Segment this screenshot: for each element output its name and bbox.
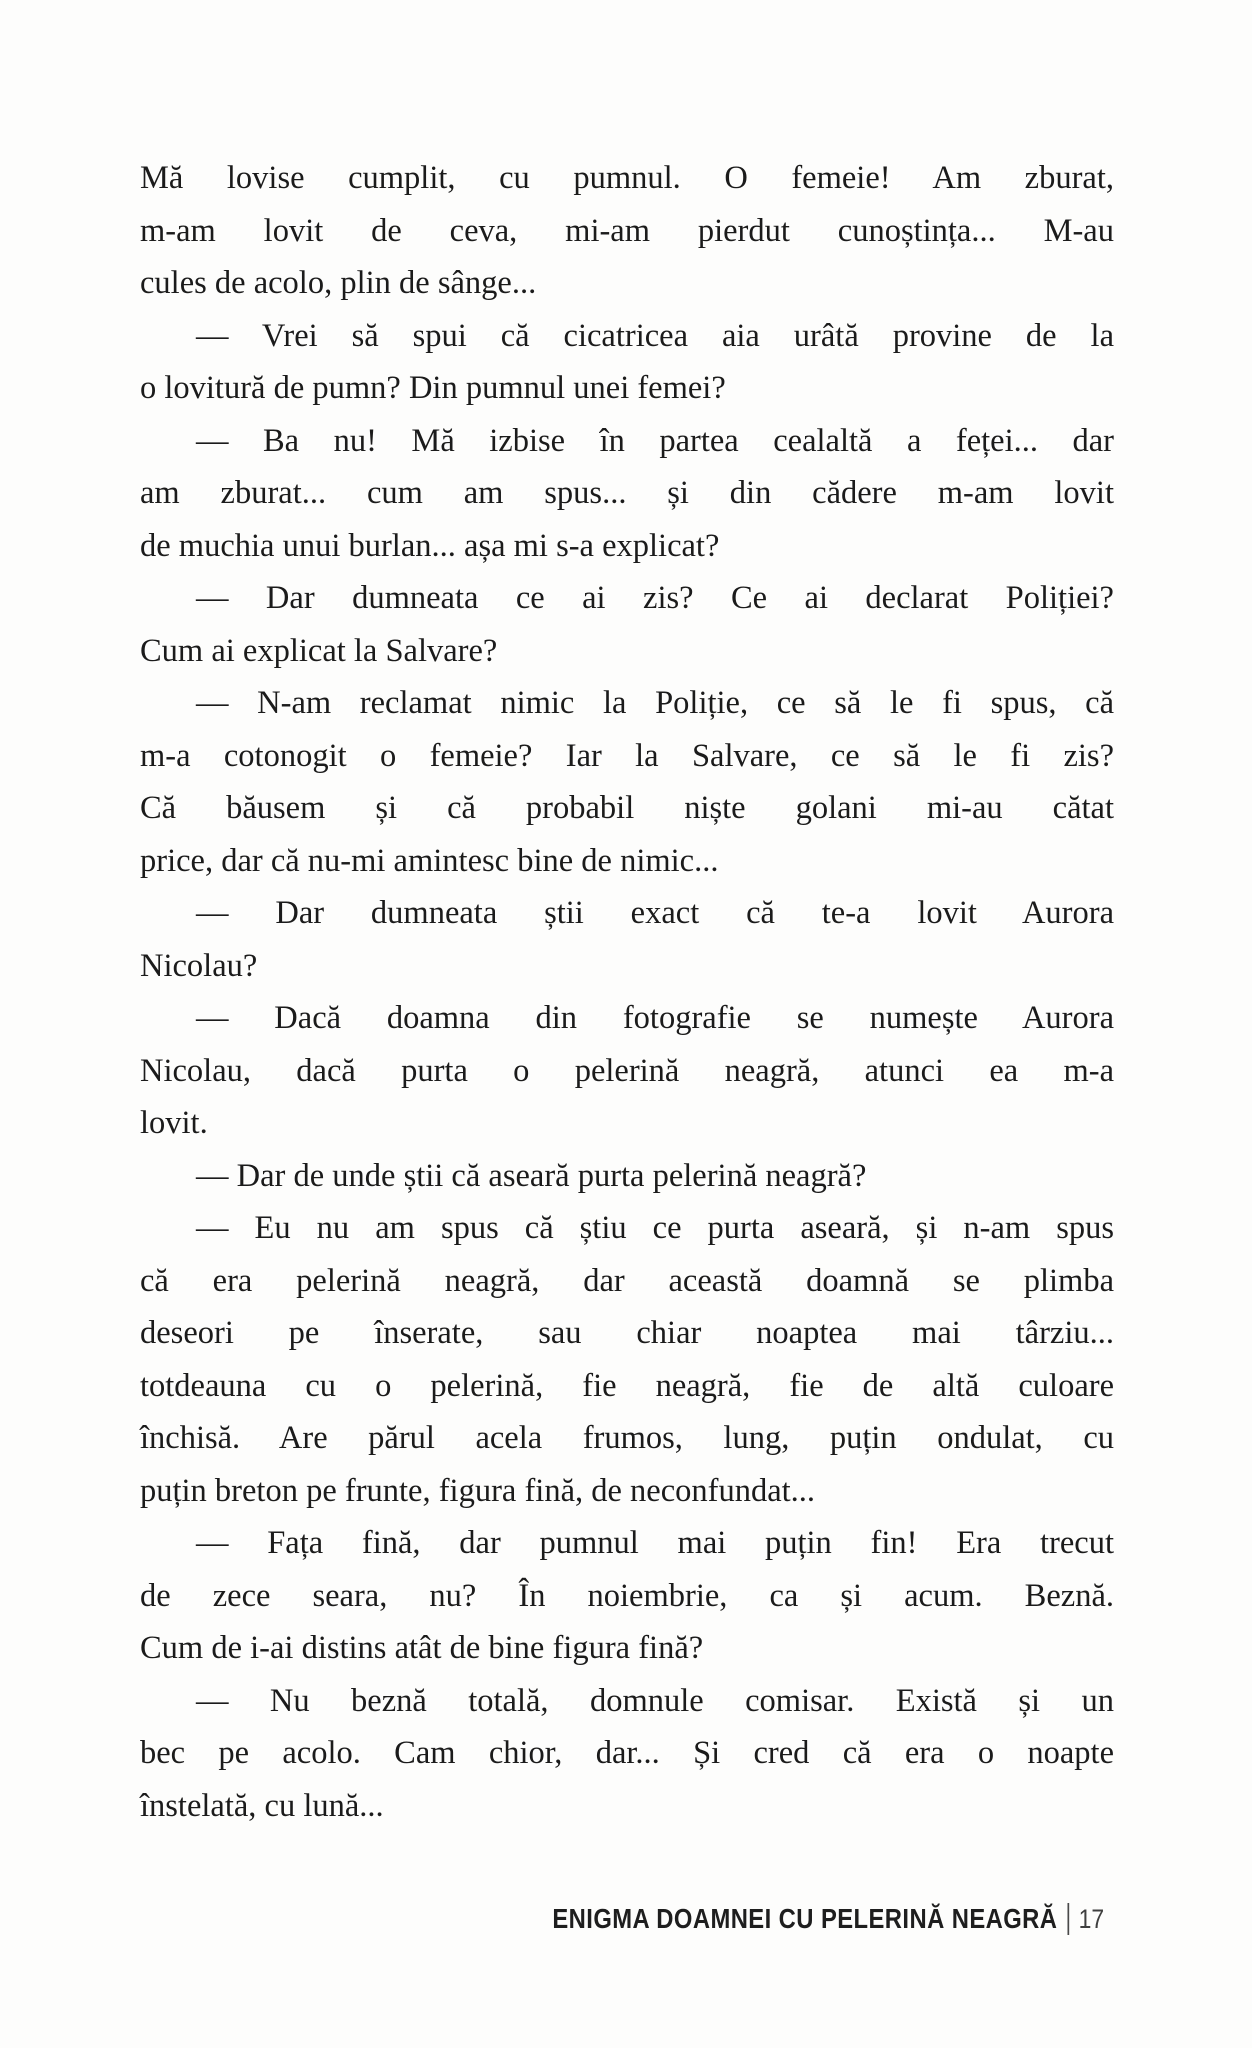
text-line: de zece seara, nu? În noiembrie, ca și acum. Beznă. <box>140 1577 1114 1614</box>
text-line: — Ba nu! Mă izbise în partea cealaltă a feței... dar <box>196 422 1114 459</box>
text-line: lovit. <box>140 1105 208 1141</box>
text-line: Nicolau? <box>140 947 258 984</box>
paragraph <box>140 677 1114 887</box>
text-line: deseori pe înserate, sau chiar noaptea mai târziu... <box>140 1315 1114 1351</box>
text-line: închisă. Are părul acela frumos, lung, puțin ondulat, cu <box>140 1420 1114 1456</box>
text-line: price, dar că nu-mi amintesc bine de nimic... <box>140 842 719 879</box>
paragraph <box>140 1202 1114 1517</box>
text-line: m-am lovit de ceva, mi-am pierdut cunoștința... M-au <box>140 212 1114 249</box>
text-line: — Dar de unde știi că aseară purta pelerină neagră? <box>196 1157 867 1194</box>
text-line: Nicolau, dacă purta o pelerină neagră, atunci ea m-a <box>140 1052 1114 1089</box>
page-footer <box>552 1903 1104 1935</box>
text-line: Mă lovise cumplit, cu pumnul. O femeie! Am zburat, <box>140 160 1114 196</box>
paragraph <box>140 1150 1114 1203</box>
text-line: puțin breton pe frunte, figura fină, de neconfundat... <box>140 1472 816 1509</box>
paragraph <box>140 152 1114 310</box>
text-line: am zburat... cum am spus... și din cădere m-am lovit <box>140 475 1114 511</box>
text-line: — Eu nu am spus că știu ce purta aseară, și n-am spus <box>196 1210 1114 1246</box>
text-line: că era pelerină neagră, dar această doamnă se plimba <box>140 1262 1114 1299</box>
text-line: — N-am reclamat nimic la Poliție, ce să le fi spus, că <box>196 685 1114 721</box>
paragraph <box>140 310 1114 415</box>
text-line: înstelată, cu lună... <box>140 1787 384 1824</box>
text-line: — Dar dumneata ce ai zis? Ce ai declarat Poliției? <box>196 580 1114 616</box>
paragraph <box>140 887 1114 992</box>
running-title: ENIGMA DOAMNEI CU PELERINĂ NEAGRĂ <box>552 1903 1058 1934</box>
text-line: Cum ai explicat la Salvare? <box>140 632 498 669</box>
page-text-block <box>140 152 1114 1832</box>
text-line: de muchia unui burlan... așa mi s-a explicat? <box>140 527 720 564</box>
paragraph <box>140 992 1114 1150</box>
text-line: m-a cotonogit o femeie? Iar la Salvare, ce să le fi zis? <box>140 737 1114 774</box>
text-line: — Vrei să spui că cicatricea aia urâtă provine de la <box>196 317 1114 354</box>
text-line: — Fața fină, dar pumnul mai puțin fin! Era trecut <box>196 1525 1114 1561</box>
text-line: cules de acolo, plin de sânge... <box>140 265 537 301</box>
text-line: — Dacă doamna din fotografie se numește Aurora <box>196 1000 1114 1036</box>
paragraph <box>140 1517 1114 1675</box>
page-number: 17 <box>1078 1903 1104 1934</box>
text-line: o lovitură de pumn? Din pumnul unei femei? <box>140 370 726 406</box>
paragraph <box>140 1675 1114 1833</box>
paragraph <box>140 415 1114 573</box>
text-line: bec pe acolo. Cam chior, dar... Și cred că era o noapte <box>140 1735 1114 1771</box>
text-line: totdeauna cu o pelerină, fie neagră, fie de altă culoare <box>140 1367 1114 1404</box>
footer-separator-bar <box>1067 1903 1069 1935</box>
paragraph <box>140 572 1114 677</box>
text-line: — Dar dumneata știi exact că te-a lovit Aurora <box>196 895 1114 931</box>
text-line: Cum de i-ai distins atât de bine figura fină? <box>140 1630 704 1666</box>
text-line: — Nu beznă totală, domnule comisar. Există și un <box>196 1682 1114 1719</box>
text-line: Că băusem și că probabil niște golani mi-au cătat <box>140 790 1114 826</box>
